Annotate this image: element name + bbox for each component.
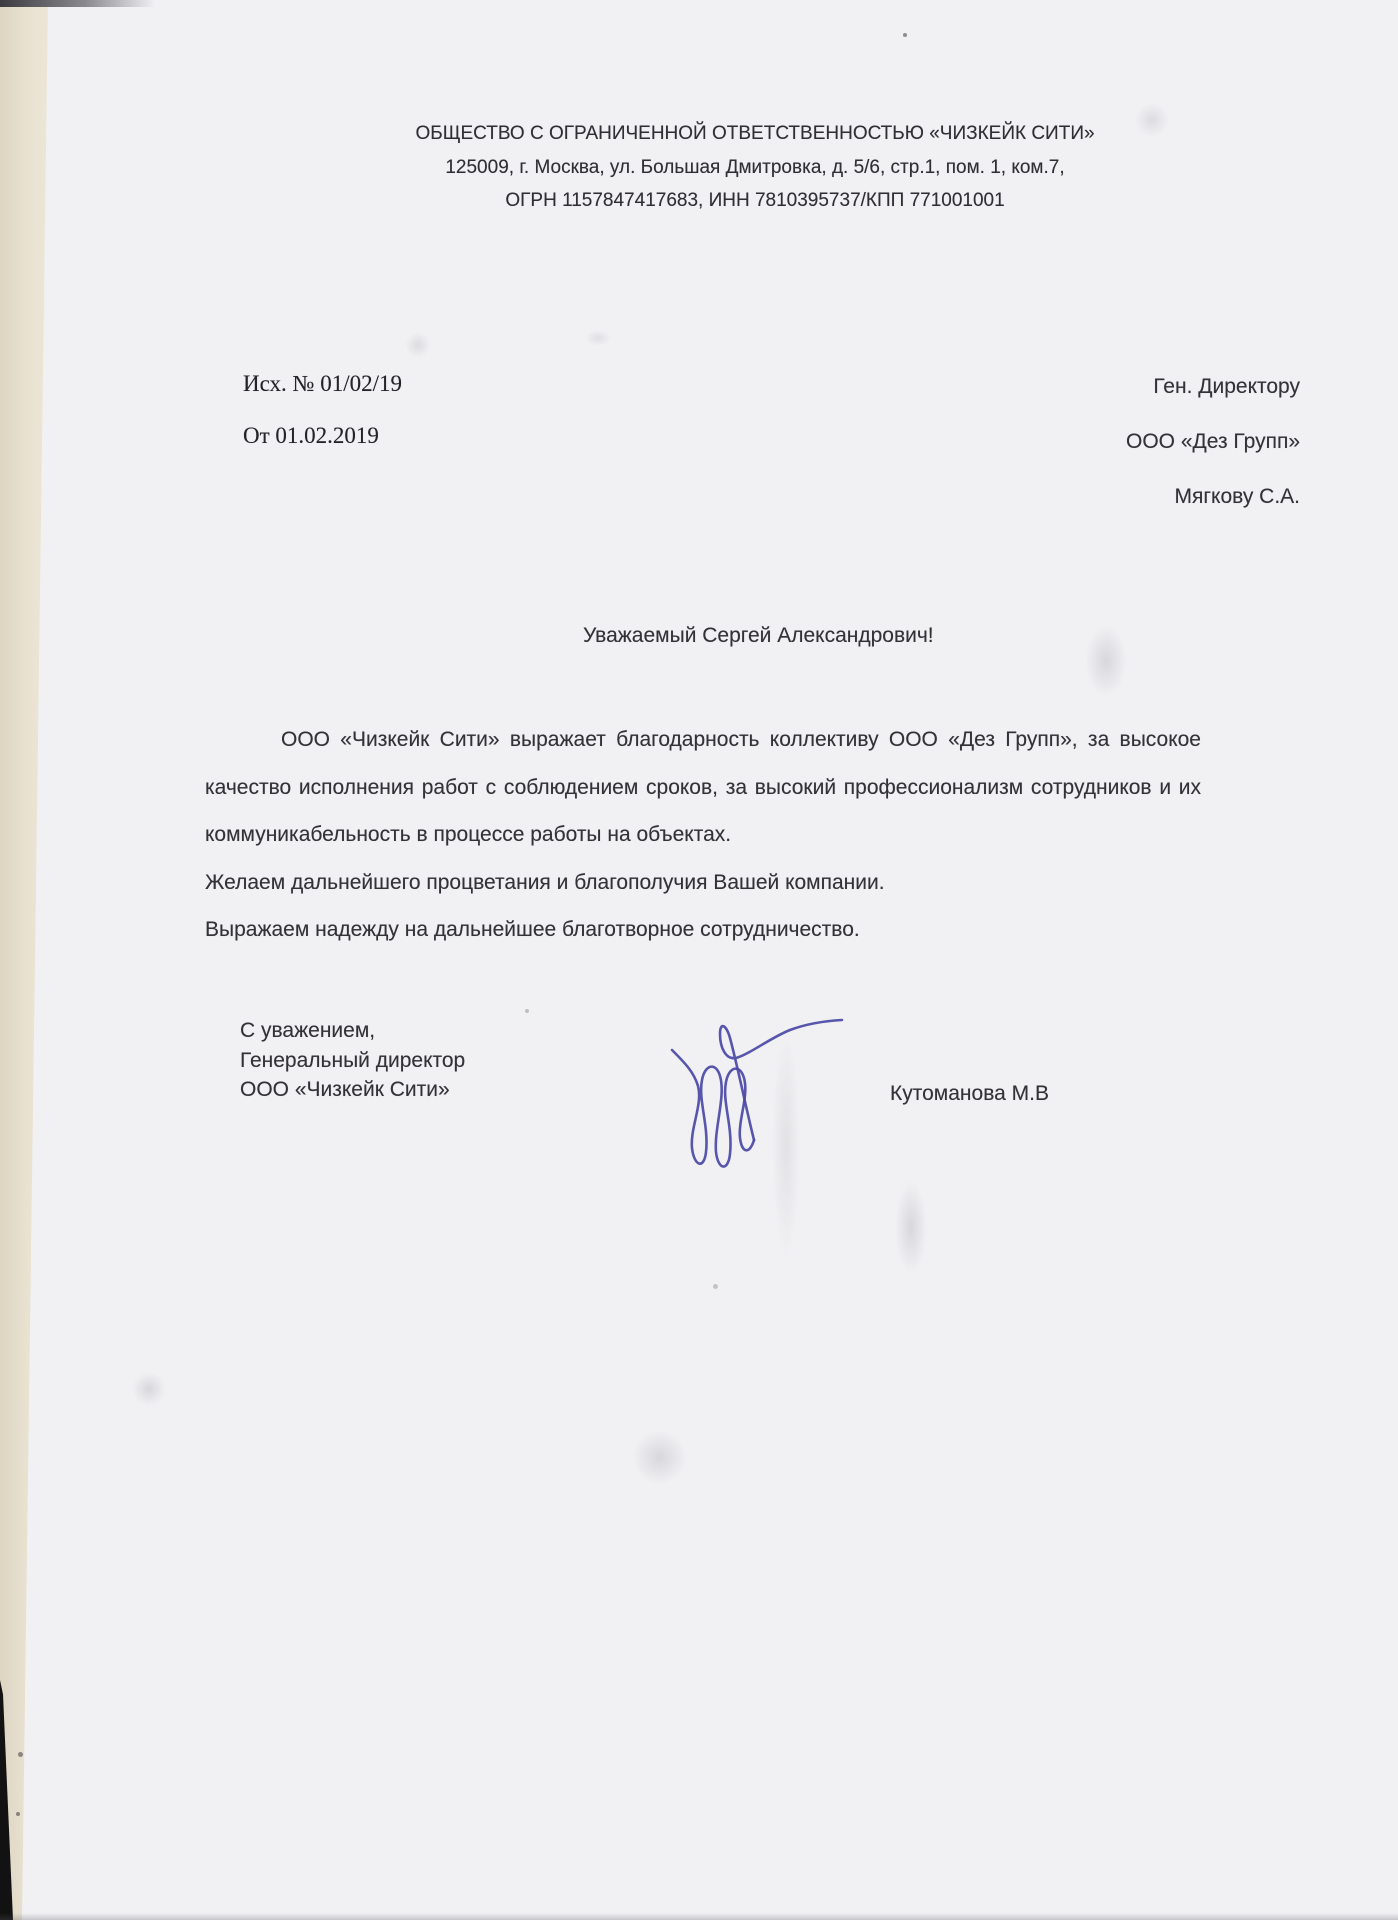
paper-smudge xyxy=(895,1180,927,1275)
scan-bottom-shadow xyxy=(0,1913,1398,1920)
closing-company: ООО «Чизкейк Сити» xyxy=(240,1078,450,1101)
paper-speck xyxy=(16,1812,20,1816)
outgoing-reference-block xyxy=(243,358,402,462)
outgoing-number: Исх. № 01/02/19 xyxy=(243,371,402,396)
company-registration: ОГРН 1157847417683, ИНН 7810395737/КПП 771001001 xyxy=(505,190,1005,211)
closing-block xyxy=(240,1016,465,1105)
paper-speck xyxy=(525,1009,529,1013)
closing-position: Генеральный директор xyxy=(240,1048,466,1072)
paper-speck xyxy=(713,1284,718,1289)
addressee-person: Мягкову С.А. xyxy=(1174,485,1300,508)
body-paragraph-2: Желаем дальнейшего процветания и благополучия Вашей компании. xyxy=(205,870,885,894)
closing-regards: С уважением, xyxy=(240,1019,376,1042)
company-address: 125009, г. Москва, ул. Большая Дмитровка, д. 5/6, стр.1, пом. 1, ком.7, xyxy=(445,156,1065,178)
body-paragraph-1: ООО «Чизкейк Сити» выражает благодарность коллективу ООО «Дез Групп», за высокое качество исполнения работ с соблюдением сроков, за высокий профессионализм сотрудников и их коммуникабельность в процессе работы на объектах. xyxy=(205,728,1201,847)
signature-loops xyxy=(672,1050,754,1167)
letter-date: От 01.02.2019 xyxy=(243,423,379,448)
paper-smudge xyxy=(132,1372,166,1406)
paper-speck xyxy=(18,1752,23,1757)
addressee-title: Ген. Директору xyxy=(1153,375,1300,398)
letterhead xyxy=(280,117,1230,218)
scan-top-strip xyxy=(0,0,155,7)
addressee-company: ООО «Дез Групп» xyxy=(1126,430,1300,453)
signer-name: Кутоманова М.В xyxy=(890,1082,1049,1105)
paper-speck xyxy=(903,33,907,37)
company-name: ОБЩЕСТВО С ОГРАНИЧЕННОЙ ОТВЕТСТВЕННОСТЬЮ «ЧИЗКЕЙК СИТИ» xyxy=(415,123,1095,144)
addressee-block xyxy=(800,359,1300,524)
signature-flourish xyxy=(720,1020,842,1140)
paper-smudge xyxy=(1085,625,1127,697)
signature-handwriting xyxy=(650,1008,855,1183)
paper-smudge xyxy=(585,330,611,346)
salutation: Уважаемый Сергей Александрович! xyxy=(583,624,934,647)
letter-body xyxy=(205,716,1201,954)
scan-edge-band xyxy=(0,0,50,1920)
paper-smudge xyxy=(632,1430,687,1485)
body-paragraph-3: Выражаем надежду на дальнейшее благотворное сотрудничество. xyxy=(205,918,860,942)
paper-smudge xyxy=(405,332,431,358)
